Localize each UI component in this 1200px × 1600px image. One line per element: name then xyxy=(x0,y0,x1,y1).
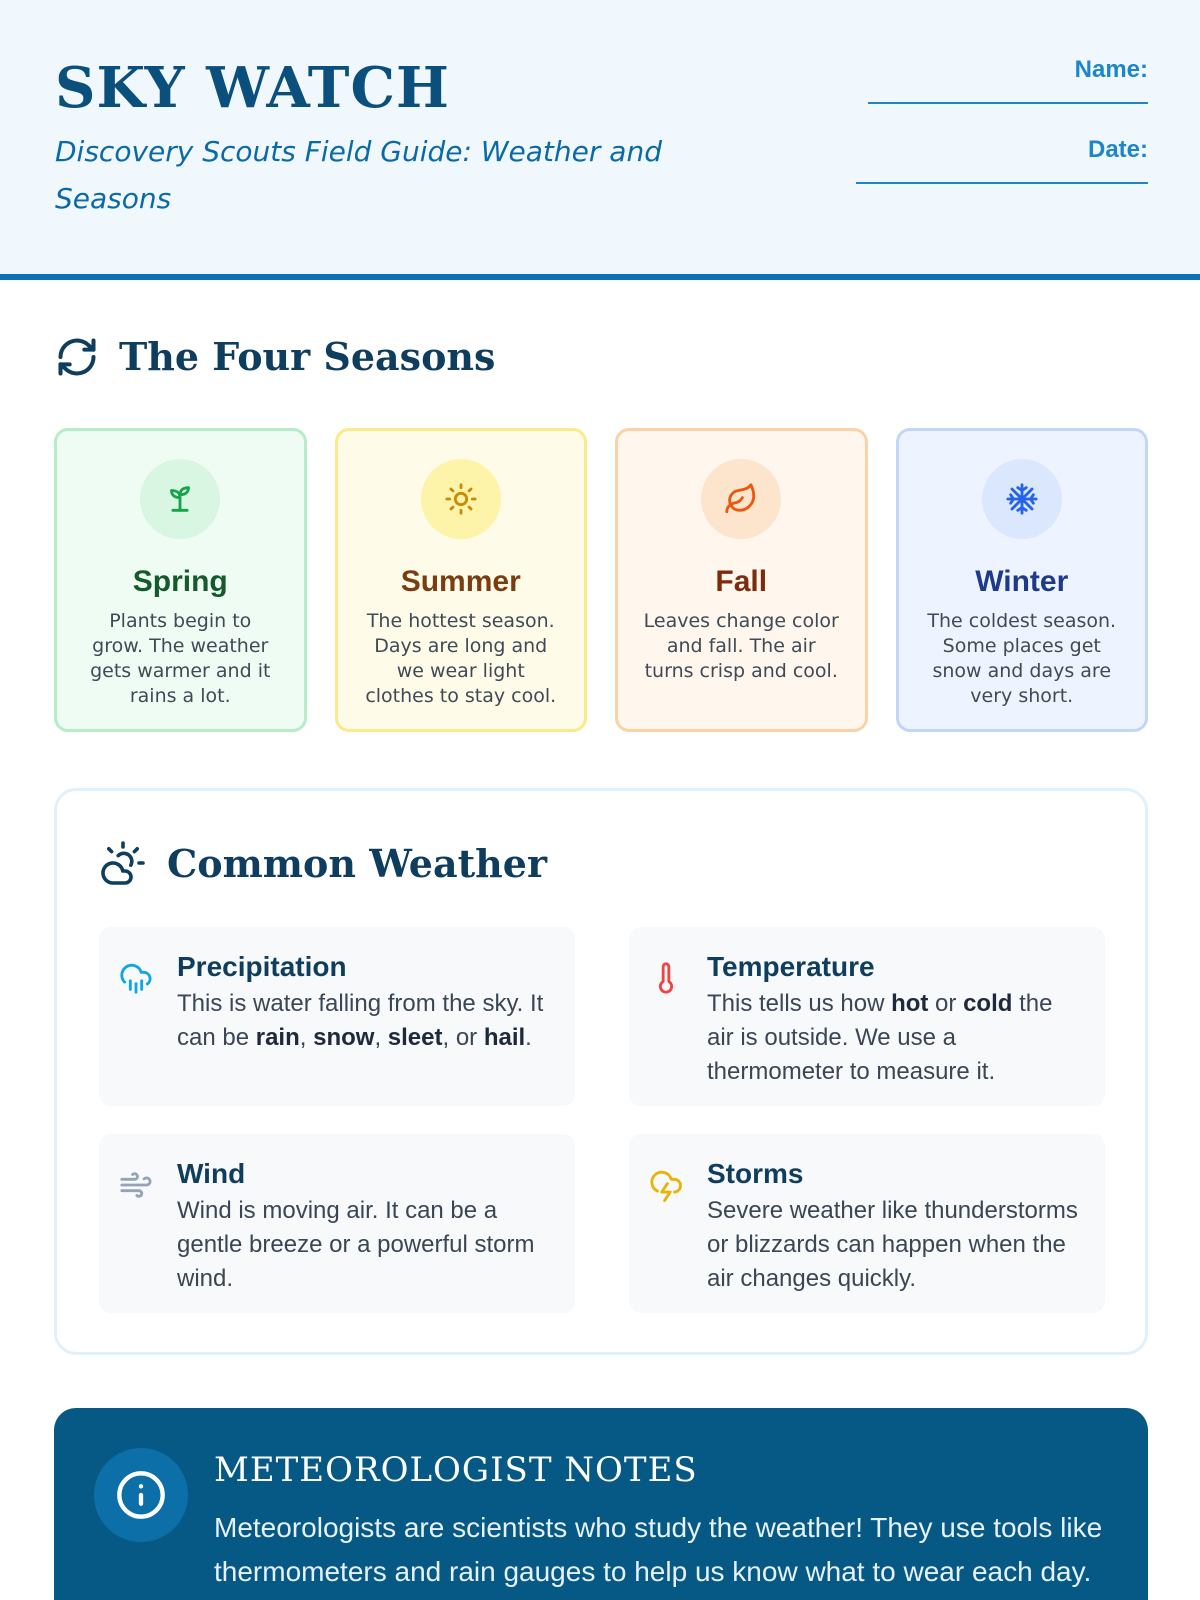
weather-item-temperature xyxy=(629,927,1105,1106)
weather-icon-slot xyxy=(119,951,155,1106)
desc-text: , xyxy=(299,1024,314,1051)
desc-bold: hot xyxy=(891,990,929,1017)
weather-item-name: Storms xyxy=(707,1158,804,1189)
weather-item-desc: Wind is moving air. It can be a gentle breeze or a powerful storm wind. xyxy=(177,1197,535,1292)
weather-item-desc xyxy=(177,987,555,1055)
desc-text: , xyxy=(374,1024,388,1051)
leaf-icon xyxy=(724,482,758,516)
name-field[interactable] xyxy=(868,56,1148,104)
desc-bold: snow xyxy=(313,1024,375,1051)
notes-text: Meteorologists are scientists who study the weather! They use tools like thermometers and rain gauges to help us know what to wear each day. xyxy=(214,1512,1103,1587)
refresh-cycle-icon xyxy=(55,335,99,379)
sun-cloud-icon xyxy=(99,839,147,887)
season-card-fall xyxy=(615,428,868,732)
weather-item-name: Wind xyxy=(177,1158,246,1189)
season-desc: The hottest season. Days are long and we wear light clothes to stay cool. xyxy=(365,610,557,707)
weather-item-body xyxy=(177,951,555,1106)
desc-text: the air is outside. We use a thermometer to measure it. xyxy=(707,990,1053,1085)
notes-title: METEOROLOGIST NOTES xyxy=(214,1450,698,1490)
weather-item-body xyxy=(177,1158,555,1313)
desc-bold: sleet xyxy=(387,1024,443,1051)
weather-item-body xyxy=(707,951,1085,1106)
desc-text: or xyxy=(928,990,964,1017)
weather-title: Common Weather xyxy=(167,840,547,886)
summer-badge xyxy=(421,459,501,539)
thermometer-icon xyxy=(649,961,683,995)
page-subtitle: Discovery Scouts Field Guide: Weather and Seasons xyxy=(55,135,662,215)
desc-bold: cold xyxy=(963,990,1013,1017)
weather-item-desc: Severe weather like thunderstorms or blizzards can happen when the air changes quickly. xyxy=(707,1197,1078,1292)
season-cards xyxy=(54,428,1148,732)
season-desc: The coldest season. Some places get snow and days are very short. xyxy=(927,610,1117,707)
date-label: Date: xyxy=(1087,136,1148,163)
weather-icon-slot xyxy=(649,951,685,1106)
meteorologist-notes xyxy=(54,1408,1148,1600)
desc-text: . xyxy=(525,1024,532,1051)
weather-item-wind xyxy=(99,1134,575,1313)
weather-item-desc xyxy=(707,987,1085,1089)
season-name: Winter xyxy=(975,565,1069,598)
desc-text: , or xyxy=(442,1024,484,1051)
weather-item-body xyxy=(707,1158,1085,1313)
desc-bold: rain xyxy=(255,1024,300,1051)
winter-badge xyxy=(982,459,1062,539)
page-title: SKY WATCH xyxy=(55,55,450,121)
seasons-title: The Four Seasons xyxy=(119,334,496,379)
desc-bold: hail xyxy=(483,1024,526,1051)
weather-heading xyxy=(99,839,547,887)
season-card-winter xyxy=(896,428,1149,732)
info-badge xyxy=(94,1448,188,1542)
desc-text: This is water falling from the sky. It can be xyxy=(177,990,544,1051)
weather-icon-slot xyxy=(649,1158,685,1313)
weather-item-precipitation xyxy=(99,927,575,1106)
weather-grid xyxy=(99,927,1105,1313)
seasons-heading xyxy=(55,334,495,379)
wind-icon xyxy=(119,1168,153,1202)
weather-item-storms xyxy=(629,1134,1105,1313)
sprout-icon xyxy=(163,482,197,516)
page-header xyxy=(0,0,1200,280)
cloud-rain-icon xyxy=(119,961,153,995)
spring-badge xyxy=(140,459,220,539)
desc-text: This tells us how xyxy=(707,990,892,1017)
weather-icon-slot xyxy=(119,1158,155,1313)
name-label: Name: xyxy=(1074,56,1148,83)
info-icon xyxy=(115,1469,167,1521)
season-name: Fall xyxy=(715,565,768,598)
season-name: Spring xyxy=(132,565,228,598)
snowflake-icon xyxy=(1005,482,1039,516)
season-name: Summer xyxy=(400,565,521,598)
weather-item-name: Precipitation xyxy=(177,951,347,982)
weather-item-name: Temperature xyxy=(707,951,875,982)
date-field[interactable] xyxy=(856,136,1148,184)
weather-panel xyxy=(54,788,1148,1355)
name-line[interactable] xyxy=(868,102,1148,104)
season-card-spring xyxy=(54,428,307,732)
cloud-lightning-icon xyxy=(649,1168,683,1202)
season-desc: Leaves change color and fall. The air turns crisp and cool. xyxy=(643,610,839,682)
fall-badge xyxy=(701,459,781,539)
season-desc: Plants begin to grow. The weather gets warmer and it rains a lot. xyxy=(90,610,271,707)
date-line[interactable] xyxy=(856,182,1148,184)
sun-icon xyxy=(444,482,478,516)
season-card-summer xyxy=(335,428,588,732)
